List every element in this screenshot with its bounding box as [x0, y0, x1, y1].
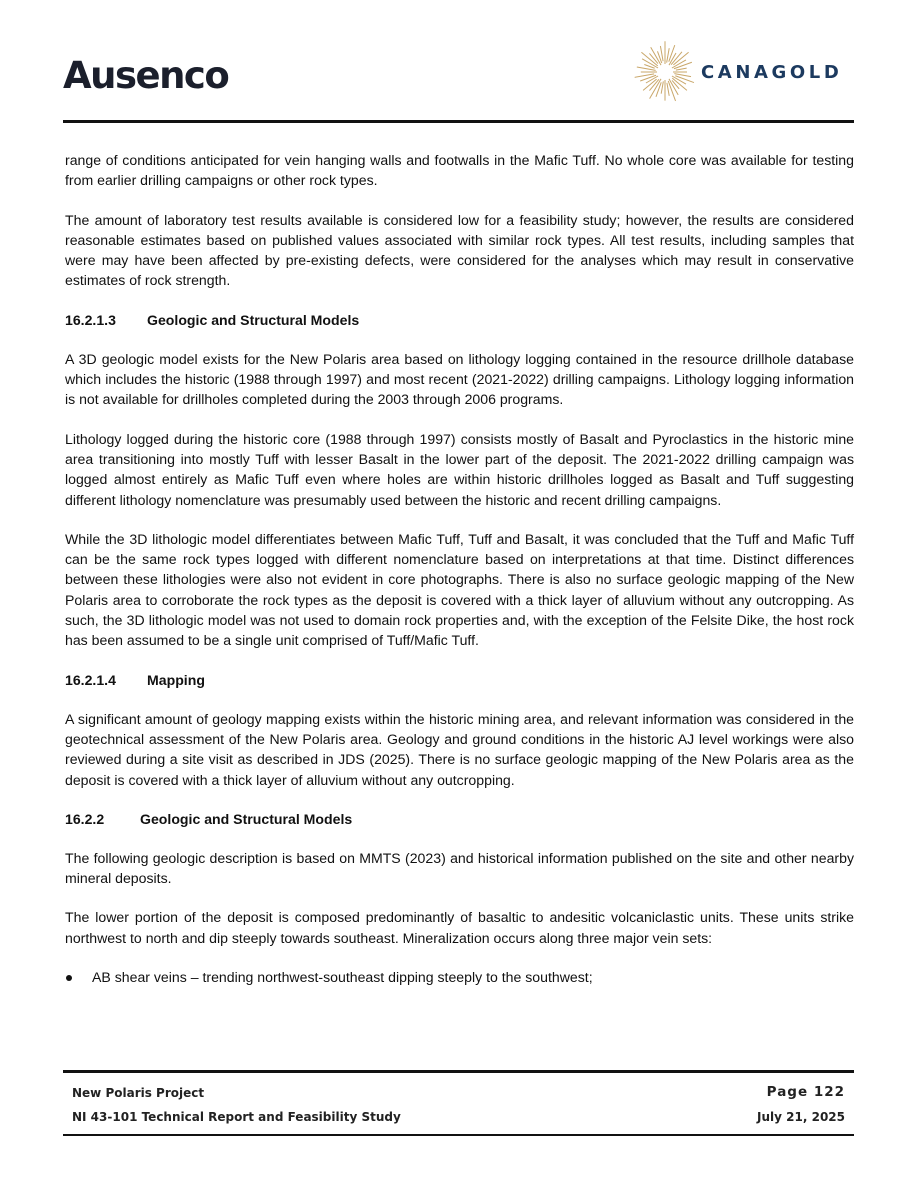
sunburst-icon — [633, 38, 697, 106]
sunburst-ray — [669, 45, 675, 62]
footer-divider-top — [63, 1070, 854, 1073]
ausenco-logo-text: Ausenco — [63, 54, 229, 97]
footer-date: July 21, 2025 — [757, 1110, 845, 1124]
section-heading — [65, 310, 854, 330]
sunburst-ray — [667, 83, 669, 96]
paragraph: Lithology logged during the historic core (1988 through 1997) consists mostly of Basalt and Pyroclastics in the historic mine area transitioning into mostly Tuff with lesser Basalt in the lower part of the deposit. The 2021-2022 drilling campaign was logged almost entirely as Mafic Tuff even where holes are within historic drillholes logged as Basalt and Tuff suggesting different lithology nomenclature was presumably used between the historic and recent drilling campaigns. — [65, 430, 854, 508]
footer-page-number: Page 122 — [766, 1084, 845, 1100]
paragraph: The following geologic description is based on MMTS (2023) and historical information published on the site and other nearby mineral deposits. — [65, 849, 854, 887]
paragraph: While the 3D lithologic model differentiates between Mafic Tuff, Tuff and Basalt, it was concluded that the Tuff and Mafic Tuff can be the same rock types logged with different nomenclature based on interpretations at that time. Distinct differences between these lithologies were also not evident in core photographs. There is also no surface geologic mapping of the New Polaris area to corroborate the rock types as the deposit is covered with a thick layer of alluvium without any outcropping. As such, the 3D lithologic model was not used to domain rock properties and, with the exception of the Felsite Dike, the host rock has been assumed to be a single unit comprised of Tuff/Mafic Tuff. — [65, 530, 854, 649]
section-number: 16.2.1.3 — [65, 311, 116, 328]
sunburst-ray — [657, 51, 661, 63]
header-divider — [63, 120, 854, 123]
section-heading — [65, 809, 854, 829]
sunburst-ray — [672, 80, 679, 88]
footer-divider-bottom — [63, 1134, 854, 1136]
canagold-logo-text: CANAGOLD — [701, 61, 843, 83]
paragraph: A significant amount of geology mapping exists within the historic mining area, and relevant information was considered in the geotechnical assessment of the New Polaris area. Geology and ground conditions in the historic AJ level workings were also reviewed during a site visit as described in JDS (2025). There is no surface geologic mapping of the New Polaris area as the deposit is covered with a thick layer of alluvium without any outcropping. — [65, 710, 854, 788]
section-title: Geologic and Structural Models — [147, 311, 360, 328]
sunburst-ray — [656, 82, 661, 96]
sunburst-ray — [676, 68, 687, 70]
paragraph: The lower portion of the deposit is composed predominantly of basaltic to andesitic volcaniclastic units. These units strike northwest to north and dip steeply towards southeast. Mineralization occurs along three major vein sets: — [65, 909, 854, 946]
sunburst-ray — [660, 46, 663, 61]
canagold-logo — [633, 38, 842, 106]
ausenco-logo — [63, 56, 228, 96]
section-title: Geologic and Structural Models — [140, 810, 353, 827]
section-heading — [65, 670, 854, 690]
list-item — [65, 967, 854, 987]
section-number: 16.2.1.4 — [65, 671, 116, 688]
paragraph: range of conditions anticipated for vein hanging walls and footwalls in the Mafic Tuff. No whole core was available for testing from earlier drilling campaigns or other rock types. — [65, 152, 854, 189]
bullet-icon — [66, 975, 72, 981]
page-footer — [63, 1070, 854, 1138]
sunburst-ray — [661, 81, 663, 93]
list-item-text: AB shear veins – trending northwest-southeast dipping steeply to the southwest; — [92, 969, 593, 986]
page-header — [0, 0, 918, 124]
paragraph: The amount of laboratory test results available is considered low for a feasibility study; however, the results are considered reasonable estimates based on published values associated with similar rock types. All test results, including samples that were may have been affected by pre-existing defects, were considered for the analyses which may result in conservative estimates of rock strength. — [65, 211, 854, 289]
document-body — [65, 150, 854, 987]
footer-report-title: NI 43-101 Technical Report and Feasibility Study — [72, 1110, 401, 1124]
bullet-list — [65, 967, 854, 987]
section-title: Mapping — [147, 671, 205, 688]
footer-project-name: New Polaris Project — [72, 1086, 205, 1100]
paragraph: A 3D geologic model exists for the New Polaris area based on lithology logging contained in the resource drillhole database which includes the historic (1988 through 1997) and most recent (2021-2022) drilling campaigns. Lithology logging information is not available for drillholes completed during the 2003 through 2006 programs. — [65, 350, 854, 408]
section-number: 16.2.2 — [65, 810, 105, 827]
